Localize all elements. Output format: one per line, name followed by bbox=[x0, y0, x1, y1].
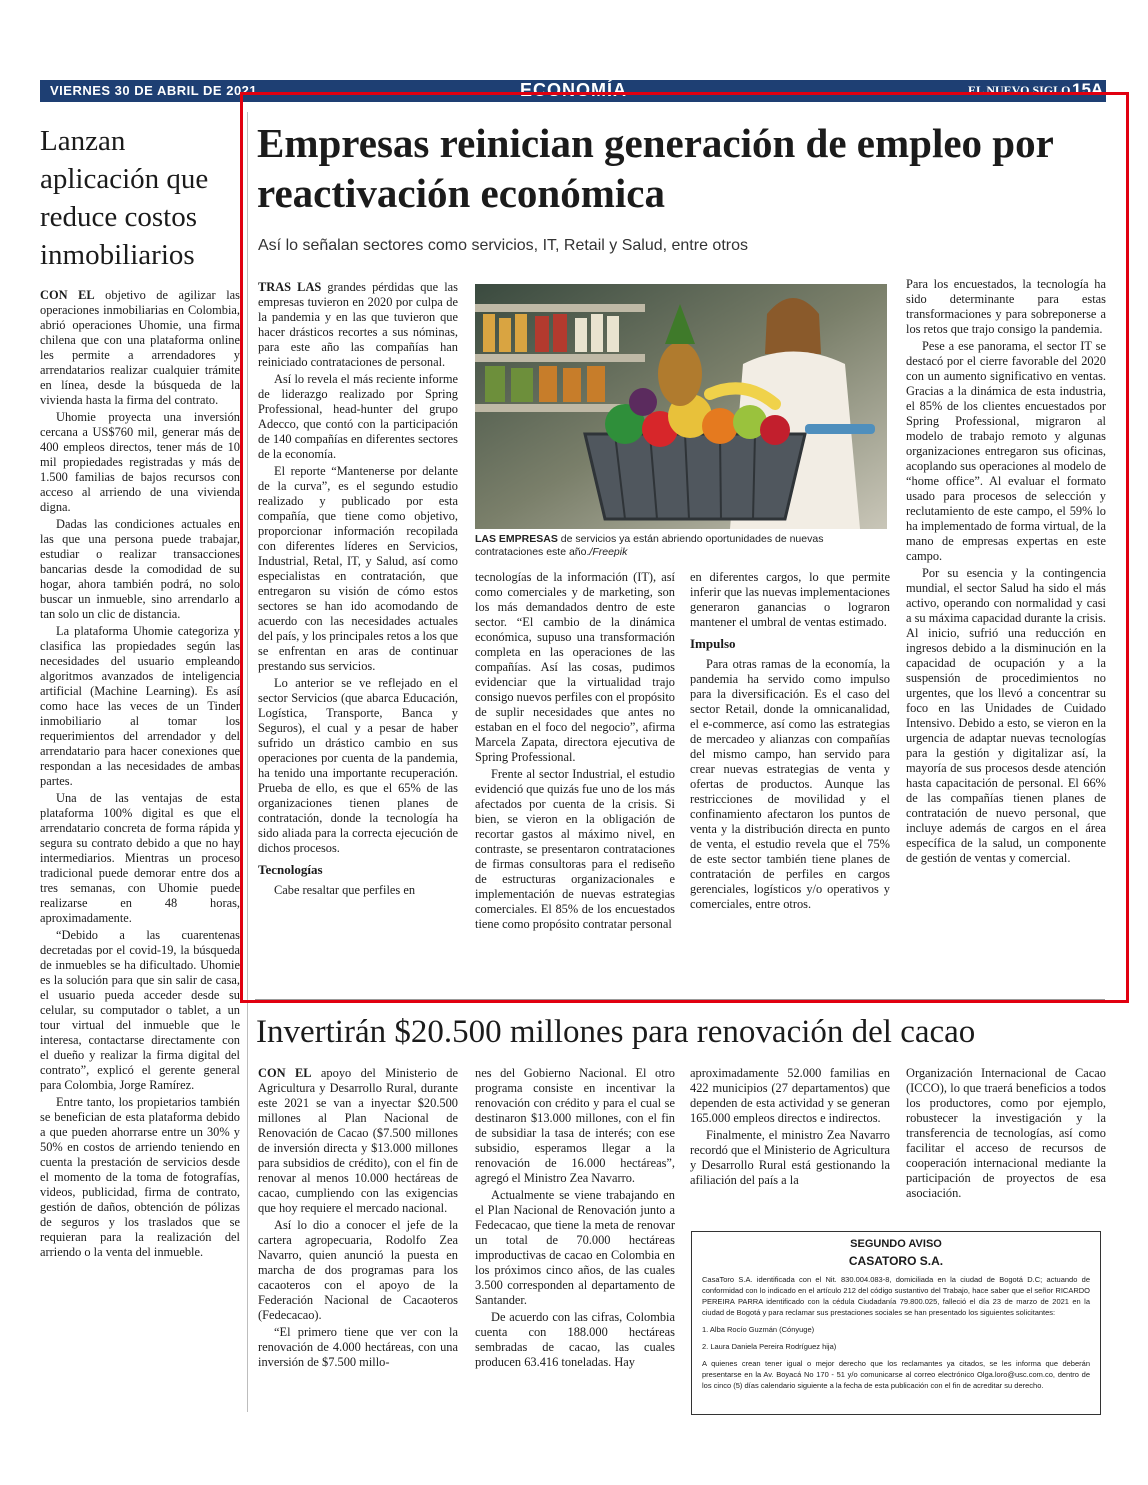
legal-notice-box bbox=[691, 1231, 1101, 1415]
paragraph: en diferentes cargos, lo que permite inferir que las nuevas implementaciones generaron ganancias o lograron mantener el umbral de ventas estimado. bbox=[690, 570, 890, 629]
paragraph: Cabe resaltar que perfiles en bbox=[274, 883, 416, 897]
paragraph: Pese a ese panorama, el sector IT se destacó por el cierre favorable del 2020 con un aumento significativo en ventas. Gracias a la dinámica de esta industria, el 85% de los clientes encuestados por Spring Professional, migraron al modelo de trabajo remoto y algunas organizaciones entregaron sus oficinas, acoplando sus operaciones al modelo de “home office”. Al evaluar el formato usado para procesos de selección y reclutamiento de este campo, el 59% lo ha implementado de forma virtual, de la mano de empresas expertas en este campo. bbox=[906, 339, 1106, 563]
notice-item-1: 1. Alba Rocío Guzmán (Cónyuge) bbox=[702, 1325, 815, 1334]
paragraph: tecnologías de la información (IT), así como comerciales y de marketing, son los más demandados dentro de este sector. “El cambio de la dinámica económica, supuso una transformación completa en las operaciones de las compañías. Así las cosas, pudimos evidenciar que la virtualidad trajo consigo nuevos perfiles con el propósito de suplir necesidades que antes no estaban en el foco del negocio”, afirma Marcela Zapata, directora ejecutiva de Spring Professional. bbox=[475, 570, 675, 764]
article-divider bbox=[255, 999, 1105, 1000]
notice-title: SEGUNDO AVISO bbox=[850, 1238, 942, 1250]
subhead-impulso: Impulso bbox=[690, 636, 736, 651]
paragraph: Uhomie proyecta una inversión cercana a US$760 mil, generar más de 400 empleos directos, tener más de 10 mil propiedades registradas y más de 1.500 familias de bajos recursos con acceso al arriendo de una vivienda digna. bbox=[40, 410, 240, 514]
caption-lead: LAS EMPRESAS bbox=[475, 533, 558, 545]
paragraph: Actualmente se viene trabajando en el Plan Nacional de Renovación junto a Fedecacao, que tiene la meta de renovar un total de 70.000 hectáreas improductivas de cacao en Colombia en los próximos cinco años, de las cuales 3.500 corresponden al departamento de Santander. bbox=[475, 1188, 675, 1307]
caption-text: de servicios ya están abriendo oportunidades de nuevas contrataciones este año. bbox=[475, 533, 824, 558]
paragraph: La plataforma Uhomie categoriza y clasifica las propiedades según las necesidades del usuario empleando algoritmos avanzados de inteligencia artificial (Machine Learning). Es así como hace las veces de un Tinder inmobiliario al tomar los requerimientos del arrendador y del arrendatario para hacer conexiones que respondan a las necesidades de ambas partes. bbox=[40, 624, 240, 788]
paragraph: Por su esencia y la contingencia mundial, el sector Salud ha sido el más activo, operando con normalidad y casi a su máxima capacidad durante la crisis. Al inicio, sufrió una reducción en ingresos debido a la disminución en la capacidad de ocupación y a la suspensión de procedimientos no urgentes, que los llevó a concentrar su foco en las Unidades de Cuidado Intensivo. Debido a esto, se vieron en la urgencia de adaptar nuevas tecnologías para la gestión y digitalizar así, la mayoría de sus procesos desde atención hasta capacitación de personal. El 66% de las compañías tienen planes de contratación de nuevo personal, que incluye además de cargos en el área específica de la salud, un componente de gestión de ventas y comercial. bbox=[906, 566, 1106, 865]
paragraph: “Debido a las cuarentenas decretadas por el covid-19, la búsqueda de inmuebles se ha dificultado. Uhomie es la solución para que sin salir de casa, el usuario pueda acceder desde su celular, su computador o tablet, a un tour virtual del inmueble que le interesa, contactarse directamente con el dueño y realizar la firma digital del contrato”, explicó el gerente general para Colombia, Jorge Ramírez. bbox=[40, 928, 240, 1092]
left-article-headline: Lanzan aplicación que reduce costos inmobiliarios bbox=[40, 125, 209, 271]
caption-credit: /Freepik bbox=[589, 546, 628, 558]
paragraph: El reporte “Mantenerse por delante de la curva”, es el segundo estudio realizado y publicado por esta compañía, que tiene como objetivo, proporcionar información recopilada con diferentes líderes en Servicios, Industrial, Retal, IT, y Salud, así como especialistas en contratación, que entregaron su visión de cómo estos sectores se han ido acomodando de acuerdo con las necesidades actuales del país, y los principales retos a los que se enfrentan en aras de continuar prestando sus servicios. bbox=[258, 464, 458, 673]
header-page-number: 15A bbox=[1072, 80, 1104, 99]
paragraph: “El primero tiene que ver con la renovación de 4.000 hectáreas, con una inversión de $7.500 millo- bbox=[258, 1325, 458, 1369]
cocoa-article-column-1 bbox=[258, 1066, 458, 1372]
left-article-lead: CON EL bbox=[40, 288, 95, 302]
paragraph: Entre tanto, los propietarios también se benefician de esta plataforma debido a que pueden ahorrarse entre un 30% y 50% en costos de arriendo teniendo en cuenta la prestación de servicios desde el momento de la toma de fotografías, videos, publicidad, firma de contrato, gestión de daños, obtención de pólizas de seguros y los traslados que se requieran para la realización del arriendo o la venta del inmueble. bbox=[40, 1095, 240, 1259]
main-article-subhead: Así lo señalan sectores como servicios, IT, Retail y Salud, entre otros bbox=[258, 237, 748, 254]
paragraph: Para los encuestados, la tecnología ha sido determinante para estas transformaciones y para sobreponerse a los retos que trajo consigo la pandemia. bbox=[906, 277, 1106, 336]
paragraph: apoyo del Ministerio de Agricultura y Desarrollo Rural, durante este 2021 se van a inyectar $20.500 millones al Plan Nacional de Renovación de Cacao ($7.500 millones de inversión directa y $13.000 millones para subsidios de crédito), con el fin de renovar al menos 10.000 hectáreas de cacao, cumpliendo con las exigencias que hoy requiere el mercado nacional. bbox=[258, 1066, 458, 1215]
cocoa-article-column-3 bbox=[690, 1066, 890, 1190]
notice-item-2: 2. Laura Daniela Pereira Rodríguez hija) bbox=[702, 1342, 837, 1351]
header-date: VIERNES 30 DE ABRIL DE 2021 bbox=[50, 83, 258, 98]
header-section: ECONOMÍA bbox=[520, 80, 627, 100]
cocoa-article-lead: CON EL bbox=[258, 1066, 312, 1080]
paragraph: Lo anterior se ve reflejado en el sector Servicios (que abarca Educación, Logística, Transporte, Banca y Seguros), el cual y a pesar de haber sufrido un drástico cambio en sus operaciones por cuenta de la pandemia, ha tenido una importante recuperación. Prueba de ello, es que el 65% de las organizaciones tienen planes de contratación, donde la tecnología ha sido aliada para la correcta ejecución de dichos procesos. bbox=[258, 676, 458, 855]
paragraph: objetivo de agilizar las operaciones inmobiliarias en Colombia, abrió operaciones Uhomie, una firma chilena que con una plataforma online les permite a arrendadores y arrendatarios realizar cualquier trámite en línea, desde la búsqueda de la vivienda hasta la firma del contrato. bbox=[40, 288, 240, 407]
main-article-headline: Empresas reinician generación de empleo por reactivación económica bbox=[257, 120, 1054, 216]
notice-company: CASATORO S.A. bbox=[848, 1254, 944, 1268]
paragraph: Frente al sector Industrial, el estudio evidenció que quizás fue uno de los más afectados por cuenta de la crisis. Si bien, se vieron en la obligación de recortar gastos al máximo nivel, en contraste, se presentaron contrataciones de firmas consultoras para el rediseño de estructuras organizacionales e implementación de nuevas estrategias comerciales. El 85% de los encuestados tiene como propósito contratar personal bbox=[475, 767, 675, 931]
paragraph: Para otras ramas de la economía, la pandemia ha servido como impulso para la diversificación. Es el caso del sector Retail, donde la omnicanalidad, el e-commerce, así como las estrategias de mercadeo y alianzas con compañías del mismo campo, han servido para crear nuevas estrategias de venta y ofertas de productos. Aunque las restricciones de movilidad y el confinamiento afectaron los puntos de venta y la distribución directa en punto de venta, el estudio revela que el 75% de este sector también tiene planes de contratación de perfiles en cargos gerenciales, logísticos y/o operativos y comerciales, entre otros. bbox=[690, 657, 890, 911]
notice-body: CasaToro S.A. identificada con el Nit. 830.004.083-8, domiciliada en la ciudad de Bogotá D.C; actuando de conformidad con lo indicado en el artículo 212 del código sustantivo del Trabajo, hace saber que el señor RICARDO PEREIRA PARRA identificado con la cédula Ciudadanía 79.800.025, falleció el día 23 de marzo de 2021 en la ciudad de Bogotá y para reclamar sus prestaciones sociales se han presentado los siguientes solicitantes: bbox=[702, 1275, 1090, 1317]
cocoa-article-headline: Invertirán $20.500 millones para renovación del cacao bbox=[256, 1014, 976, 1050]
paragraph: aproximadamente 52.000 familias en 422 municipios (27 departamentos) que dependen de esta actividad y se generan 165.000 empleos directos e indirectos. bbox=[690, 1066, 890, 1125]
paragraph: Dadas las condiciones actuales en las que una persona puede trabajar, estudiar o realizar transacciones bancarias desde la comodidad de su hogar, ahora también podrá, no solo buscar un inmueble, sino arrendarlo a tan solo un clic de distancia. bbox=[40, 517, 240, 621]
cocoa-article-column-2 bbox=[475, 1066, 675, 1372]
notice-footer: A quienes crean tener igual o mejor derecho que los reclamantes ya citados, se les informa que deberán presentarse en la Av. Boyacá No 170 - 51 y/o comunicarse al correo electrónico Olga.loro@usc.com.co, dentro de los cinco (5) días calendario siguiente a la fecha de esta publicación con el fin de acreditar su derecho. bbox=[702, 1359, 1090, 1390]
paragraph: nes del Gobierno Nacional. El otro programa consiste en incentivar la renovación con crédito y para el cual se destinaron $13.000 millones, con el fin de subsidiar la tasa de interés; con ese subsidio, esperamos llegar a la renovación de 16.000 hectáreas”, agregó el Ministro Zea Navarro. bbox=[475, 1066, 675, 1185]
paragraph: Una de las ventajas de esta plataforma 100% digital es que el arrendatario concreta de forma rápida y segura su contrato debido a que no hay intermediarios. Mientras un proceso tradicional puede demorar entre dos a tres semanas, con Uhomie puede realizarse en 48 horas, aproximadamente. bbox=[40, 791, 240, 925]
main-article-lead: TRAS LAS bbox=[258, 280, 322, 294]
paragraph: Así lo dio a conocer el jefe de la cartera agropecuaria, Rodolfo Zea Navarro, quien anunció la puesta en marcha de dos programas para los cacaoteros con el apoyo de la Federación Nacional de Cacaoteros (Fedecacao). bbox=[258, 1218, 458, 1322]
paragraph: Así lo revela el más reciente informe de liderazgo realizado por Spring Professional, head-hunter del grupo Adecco, que contó con la participación de 140 compañías en diferentes sectores de la economía. bbox=[258, 372, 458, 461]
highlight-frame bbox=[240, 92, 1129, 1003]
paragraph: Organización Internacional de Cacao (ICCO), lo que traerá beneficios a todos los productores, como por ejemplo, robustecer la investigación y la transferencia de tecnologías, así como facilitar el acceso de recursos de cooperación internacional mediante la participación de proyectos de esa asociación. bbox=[906, 1066, 1106, 1200]
header-paper-name: EL NUEVO SIGLO bbox=[968, 83, 1071, 97]
paragraph: grandes pérdidas que las empresas tuvieron en 2020 por culpa de la pandemia y en las que tuvieron que hacer drásticos recortes a sus nóminas, para este año las compañías han reiniciado contrataciones de personal. bbox=[258, 280, 458, 369]
left-article-body bbox=[40, 288, 240, 1262]
paragraph: De acuerdo con las cifras, Colombia cuenta con 188.000 hectáreas sembradas de cacao, las cuales producen 63.416 toneladas. Hay bbox=[475, 1310, 675, 1369]
subhead-tecnologias: Tecnologías bbox=[258, 862, 323, 877]
cocoa-article-column-4 bbox=[906, 1066, 1106, 1203]
paragraph: Finalmente, el ministro Zea Navarro recordó que el Ministerio de Agricultura y Desarrollo Rural está gestionando la afiliación del país a la bbox=[690, 1128, 890, 1187]
